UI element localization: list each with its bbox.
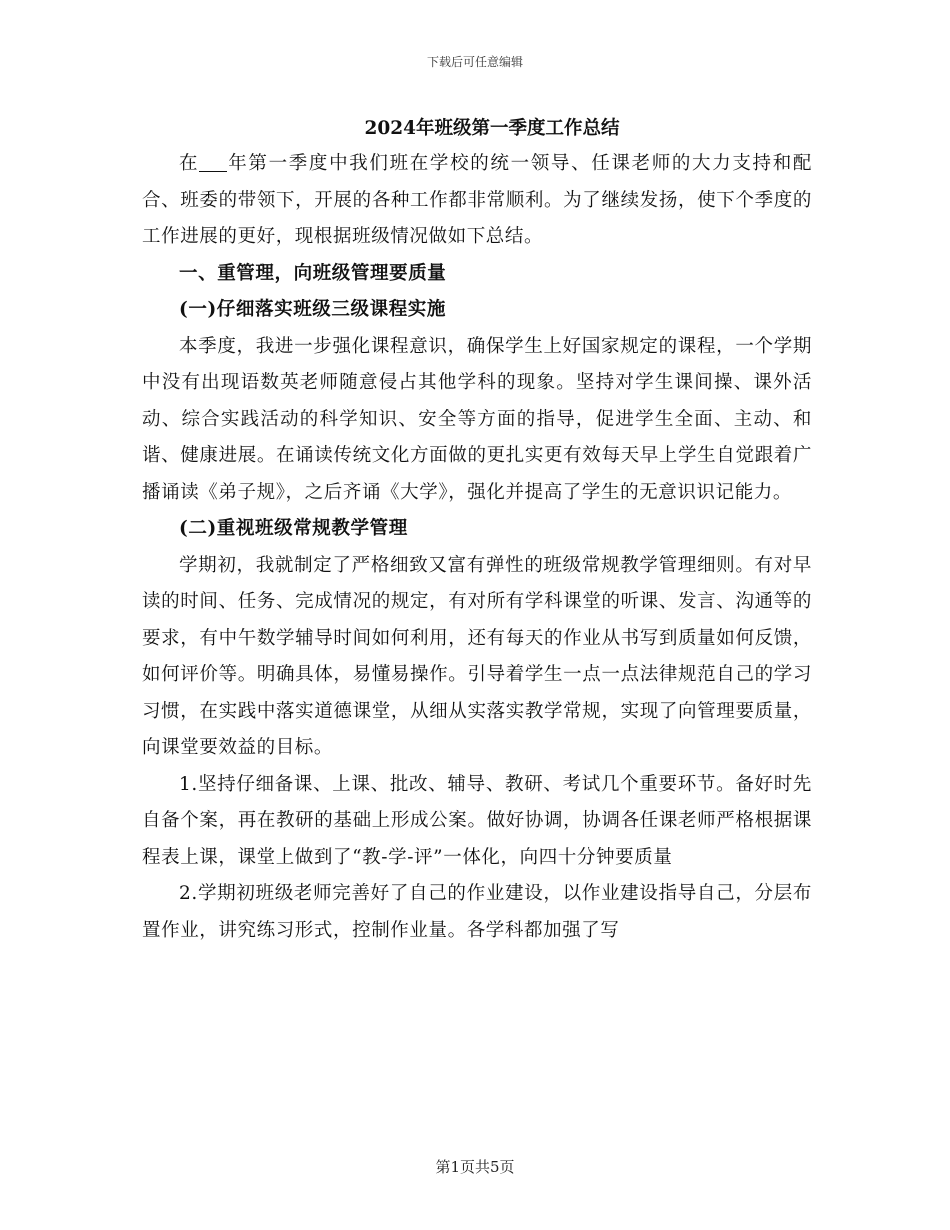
document-body [142, 112, 812, 949]
list-item-2: 2.学期初班级老师完善好了自己的作业建设，以作业建设指导自己，分层布置作业，讲究练习形式，控制作业量。各学科都加强了写 [142, 883, 812, 941]
blank-underline [199, 153, 227, 173]
intro-paragraph [142, 146, 812, 256]
page-header-note: 下载后可任意编辑 [426, 55, 523, 69]
subsection-2-paragraph: 学期初，我就制定了严格细致又富有弹性的班级常规教学管理细则。有对早读的时间、任务、完成情况的规定，有对所有学科课堂的听课、发言、沟通等的要求，有中午数学辅导时间如何利用，还有每天的作业从书写到质量如何反馈，如何评价等。明确具体，易懂易操作。引导着学生一点一点法律规范自己的学习习惯，在实践中落实道德课堂，从细从实落实教学常规，实现了向管理要质量，向课堂要效益的目标。 [142, 554, 812, 758]
subsection-heading-2: (二)重视班级常规教学管理 [179, 518, 408, 539]
subsection-1-paragraph: 本季度，我进一步强化课程意识，确保学生上好国家规定的课程，一个学期中没有出现语数英老师随意侵占其他学科的现象。坚持对学生课间操、课外活动、综合实践活动的科学知识、安全等方面的指导，促进学生全面、主动、和谐、健康进展。在诵读传统文化方面做的更扎实更有效每天早上学生自觉跟着广播诵读《弟子规》，之后齐诵《大学》，强化并提高了学生的无意识识记能力。 [142, 335, 812, 503]
intro-text-rest: 年第一季度中我们班在学校的统一领导、任课老师的大力支持和配合、班委的带领下，开展的各种工作都非常顺利。为了继续发扬，使下个季度的工作进展的更好，现根据班级情况做如下总结。 [142, 153, 812, 247]
page-footer-number: 第1页共5页 [435, 1158, 515, 1176]
document-title: 2024年班级第一季度工作总结 [364, 118, 620, 139]
list-item-1: 1.坚持仔细备课、上课、批改、辅导、教研、考试几个重要环节。备好时先自备个案，再在教研的基础上形成公案。做好协调，协调各任课老师严格根据课程表上课，课堂上做到了“教-学-评”一体化，向四十分钟要质量 [142, 773, 812, 868]
intro-text-start: 在 [179, 153, 200, 174]
subsection-heading-1: (一)仔细落实班级三级课程实施 [179, 299, 447, 320]
section-heading-1: 一、重管理，向班级管理要质量 [179, 262, 447, 284]
